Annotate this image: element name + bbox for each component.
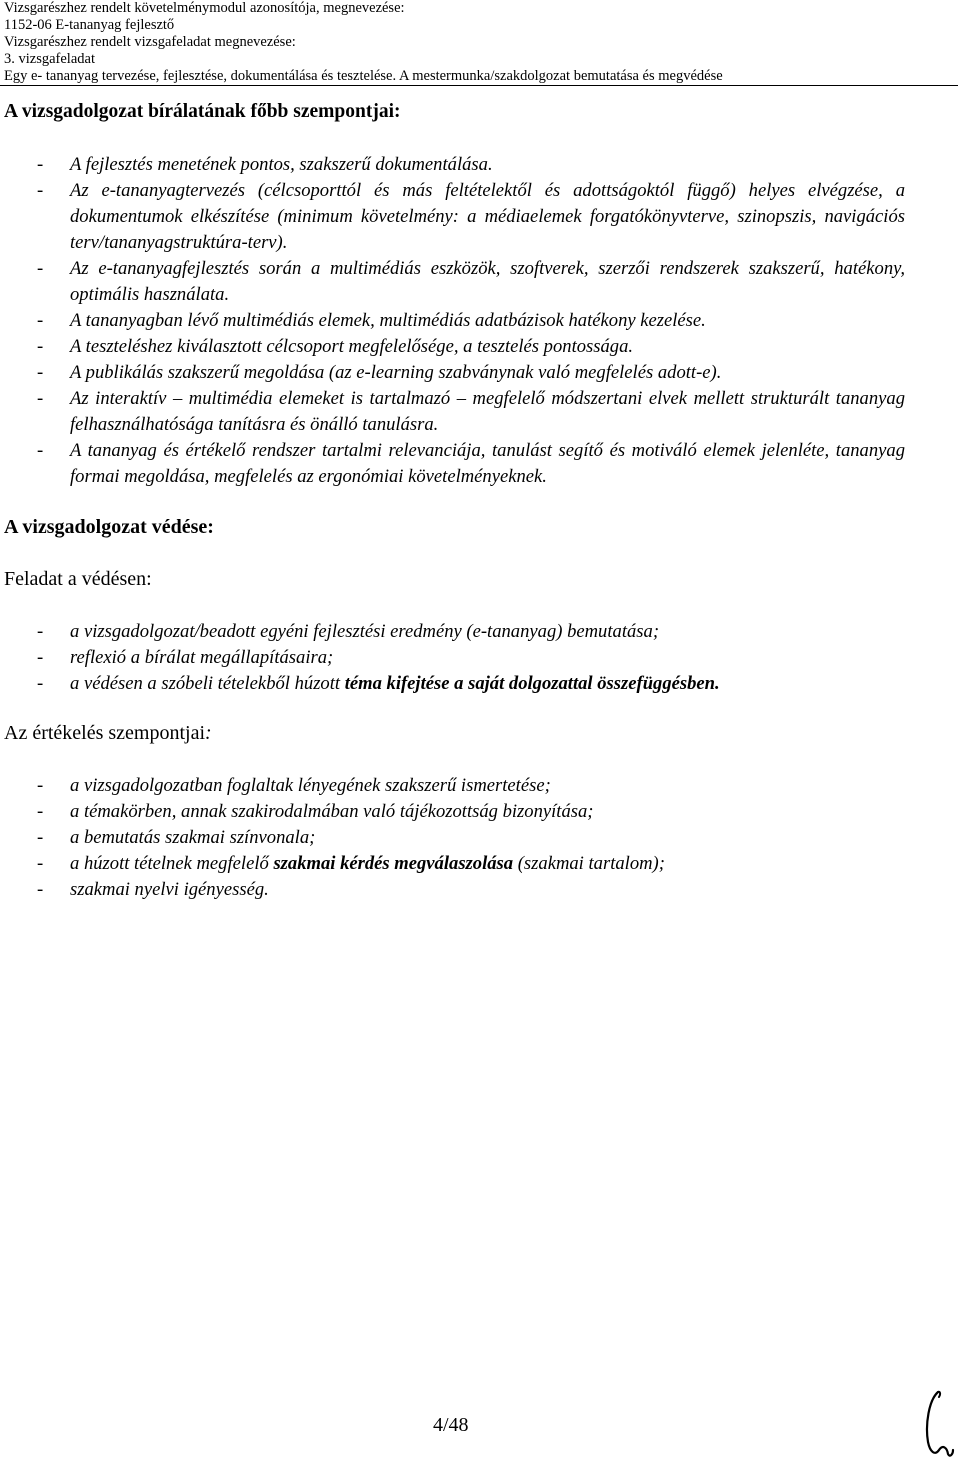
eval4-suffix: (szakmai tartalom); bbox=[513, 853, 665, 874]
list-item bbox=[0, 851, 905, 877]
list-item bbox=[0, 360, 905, 386]
list-item-text: A fejlesztés menetének pontos, szakszerű dokumentálása. bbox=[70, 154, 493, 175]
list-dash: - bbox=[37, 775, 44, 796]
list-item bbox=[0, 386, 905, 438]
list-dash: - bbox=[37, 336, 44, 357]
list-item bbox=[0, 334, 905, 360]
list-item-text: a témakörben, annak szakirodalmában való tájékozottság bizonyítása; bbox=[70, 801, 594, 822]
list-item-text: szakmai nyelvi igényesség. bbox=[70, 879, 269, 900]
header-module-name: 1152-06 E-tananyag fejlesztő bbox=[4, 17, 175, 33]
list-item-text: A tananyag és értékelő rendszer tartalmi relevanciája, tanulást segítő és motiváló elemek jelenléte, tananyag formai megoldása, megfelelés az ergonómiai követelményeknek. bbox=[70, 440, 905, 487]
list-item bbox=[0, 671, 905, 697]
list-item bbox=[0, 256, 905, 308]
task3-text: a védésen a szóbeli tételekből húzott bbox=[70, 673, 345, 694]
list-dash: - bbox=[37, 180, 44, 201]
eval4-text: a húzott tételnek megfelelő bbox=[70, 853, 274, 874]
list-item bbox=[0, 308, 905, 334]
eval-heading-text: Az értékelés szempontjai bbox=[4, 722, 206, 744]
list-item-text: A tananyagban lévő multimédiás elemek, multimédiás adatbázisok hatékony kezelése. bbox=[70, 310, 706, 331]
list-dash: - bbox=[37, 388, 44, 409]
list-item-text: Az e-tananyagfejlesztés során a multimédiás eszközök, szoftverek, szerzői rendszerek szakszerű, hatékony, optimális használata. bbox=[70, 258, 905, 305]
list-dash: - bbox=[37, 827, 44, 848]
document-header bbox=[4, 0, 723, 85]
list-item-text: a vizsgadolgozat/beadott egyéni fejlesztési eredmény (e-tananyag) bemutatása; bbox=[70, 621, 660, 642]
list-dash: - bbox=[37, 801, 44, 822]
list-item-text: Az e-tananyagtervezés (célcsoporttól és más feltételektől és adottságoktól függő) helyes elvégzése, a dokumentumok elkészítése (minimum követelmény: a médiaelemek forgatókönyvterve, szinopszis, navigációs terv/tananyagstruktúra-terv). bbox=[70, 180, 905, 253]
list-item-text: a vizsgadolgozatban foglaltak lényegének szakszerű ismertetése; bbox=[70, 775, 551, 796]
task-heading: Feladat a védésen: bbox=[4, 568, 152, 590]
list-item bbox=[0, 825, 905, 851]
list-dash: - bbox=[37, 879, 44, 900]
criteria-list bbox=[0, 152, 905, 490]
list-dash: - bbox=[37, 853, 44, 874]
signature-initial-mark bbox=[922, 1388, 956, 1458]
list-dash: - bbox=[37, 310, 44, 331]
eval-heading-colon: : bbox=[205, 722, 212, 744]
list-dash: - bbox=[37, 362, 44, 383]
list-item-text: A publikálás szakszerű megoldása (az e-learning szabványnak való megfelelés adott-e). bbox=[70, 362, 722, 383]
list-item-text bbox=[70, 671, 905, 697]
list-dash: - bbox=[37, 154, 44, 175]
header-module-label: Vizsgarészhez rendelt követelménymodul azonosítója, megnevezése: bbox=[4, 0, 405, 16]
header-task-label: Vizsgarészhez rendelt vizsgafeladat megnevezése: bbox=[4, 34, 296, 50]
list-item-text bbox=[70, 851, 905, 877]
eval4-emphasis: szakmai kérdés megválaszolása bbox=[273, 853, 514, 874]
list-dash: - bbox=[37, 647, 44, 668]
list-item-text: reflexió a bírálat megállapításaira; bbox=[70, 647, 334, 668]
defense-title: A vizsgadolgozat védése: bbox=[4, 516, 214, 538]
list-item bbox=[0, 619, 905, 645]
eval-heading bbox=[4, 722, 212, 745]
list-item-text: Az interaktív – multimédia elemeket is tartalmazó – megfelelő módszertani elvek mellett strukturált tananyag felhasználhatósága tanításra és önálló tanulásra. bbox=[70, 388, 905, 435]
list-item bbox=[0, 152, 905, 178]
list-item bbox=[0, 799, 905, 825]
list-item bbox=[0, 877, 905, 903]
list-dash: - bbox=[37, 621, 44, 642]
criteria-title: A vizsgadolgozat bírálatának főbb szempontjai: bbox=[4, 101, 401, 122]
list-item-text: A teszteléshez kiválasztott célcsoport megfelelősége, a tesztelés pontossága. bbox=[70, 336, 634, 357]
task3-emphasis: téma kifejtése a saját dolgozattal összefüggésben. bbox=[344, 673, 720, 694]
list-item bbox=[0, 178, 905, 256]
header-task-number: 3. vizsgafeladat bbox=[4, 51, 95, 67]
header-divider bbox=[0, 85, 958, 86]
list-item-text: a bemutatás szakmai színvonala; bbox=[70, 827, 316, 848]
list-dash: - bbox=[37, 440, 44, 461]
list-dash: - bbox=[37, 673, 44, 694]
list-item bbox=[0, 773, 905, 799]
task-list bbox=[0, 619, 905, 697]
list-item bbox=[0, 438, 905, 490]
eval-list bbox=[0, 773, 905, 903]
page-number: 4/48 bbox=[433, 1414, 469, 1436]
list-dash: - bbox=[37, 258, 44, 279]
list-item bbox=[0, 645, 905, 671]
header-task-description: Egy e- tananyag tervezése, fejlesztése, dokumentálása és tesztelése. A mestermunka/szakdolgozat bemutatása és megvédése bbox=[4, 68, 723, 84]
